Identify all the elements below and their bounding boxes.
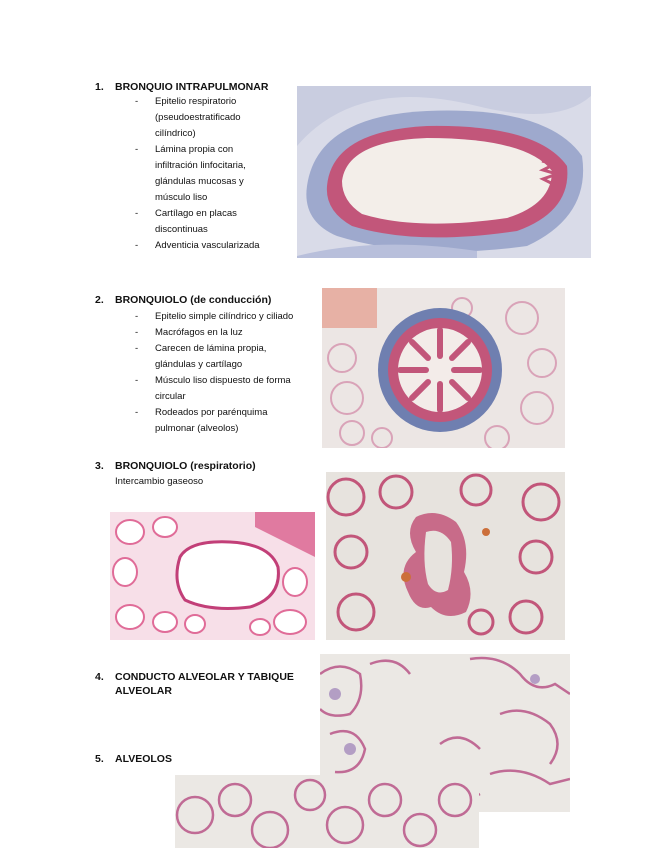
bullet-line: músculo liso xyxy=(155,192,208,203)
histology-alveoli-image xyxy=(175,775,479,848)
bullet-dash: - xyxy=(135,208,139,219)
section-2-subtitle: (de conducción) xyxy=(190,294,272,306)
section-5-number: 5. xyxy=(95,753,104,765)
section-1-bullets xyxy=(135,94,260,254)
bullet-item xyxy=(135,341,293,373)
bullet-line: Rodeados por parénquima xyxy=(155,407,268,418)
section-3-note: Intercambio gaseoso xyxy=(115,476,204,487)
bullet-item xyxy=(135,325,293,341)
bullet-line: Epitelio respiratorio xyxy=(155,96,237,107)
histology-respiratory-bronchiole-image xyxy=(326,472,565,640)
histology-bronchiole-image xyxy=(322,288,565,448)
bullet-item xyxy=(135,405,293,437)
bullet-dash: - xyxy=(135,375,139,386)
section-5-heading: ALVEOLOS xyxy=(115,753,172,765)
bullet-line: Adventicia vascularizada xyxy=(155,240,260,251)
section-3-title xyxy=(95,459,256,473)
section-2-heading: BRONQUIOLO xyxy=(115,294,188,306)
bullet-line: Cartílago en placas xyxy=(155,208,237,219)
section-4-title xyxy=(95,670,294,698)
section-1-number: 1. xyxy=(95,81,104,93)
bullet-line: Epitelio simple cilíndrico y ciliado xyxy=(155,311,294,322)
bullet-item xyxy=(135,206,260,238)
bullet-line: circular xyxy=(155,391,186,402)
bullet-line: Músculo liso dispuesto de forma xyxy=(155,375,291,386)
section-4-number: 4. xyxy=(95,671,104,683)
bullet-item xyxy=(135,142,260,206)
bullet-line: glándulas y cartílago xyxy=(155,359,243,370)
section-4-heading-line-2: ALVEOLAR xyxy=(115,685,172,697)
section-3-subtitle: (respiratorio) xyxy=(190,460,256,472)
bullet-item xyxy=(135,373,293,405)
bullet-line: infiltración linfocitaria, xyxy=(155,160,246,171)
bullet-line: Carecen de lámina propia, xyxy=(155,343,267,354)
section-3-heading: BRONQUIOLO xyxy=(115,460,188,472)
section-5-title xyxy=(95,752,172,766)
section-1-heading: BRONQUIO INTRAPULMONAR xyxy=(115,81,269,93)
section-2-number: 2. xyxy=(95,294,104,306)
section-1-title xyxy=(95,80,268,94)
bullet-item xyxy=(135,94,260,142)
bullet-line: (pseudoestratificado xyxy=(155,112,241,123)
bullet-dash: - xyxy=(135,407,139,418)
bullet-dash: - xyxy=(135,311,139,322)
section-3-number: 3. xyxy=(95,460,104,472)
section-4-heading-line-1: CONDUCTO ALVEOLAR Y TABIQUE xyxy=(115,671,294,683)
bullet-line: Lámina propia con xyxy=(155,144,234,155)
bullet-dash: - xyxy=(135,96,139,107)
bullet-line: pulmonar (alveolos) xyxy=(155,423,239,434)
bullet-line: glándulas mucosas y xyxy=(155,176,244,187)
bullet-item xyxy=(135,309,293,325)
bullet-dash: - xyxy=(135,327,139,338)
bullet-line: Macrófagos en la luz xyxy=(155,327,243,338)
bullet-line: discontinuas xyxy=(155,224,208,235)
bullet-dash: - xyxy=(135,343,139,354)
bullet-dash: - xyxy=(135,144,139,155)
histology-respiratory-bronchiole-he-image xyxy=(110,512,315,640)
histology-bronchus-image xyxy=(297,86,591,258)
bullet-line: cilíndrico) xyxy=(155,128,196,139)
section-2-title xyxy=(95,293,271,307)
section-2-bullets xyxy=(135,309,293,437)
bullet-dash: - xyxy=(135,240,139,251)
bullet-item xyxy=(135,238,260,254)
